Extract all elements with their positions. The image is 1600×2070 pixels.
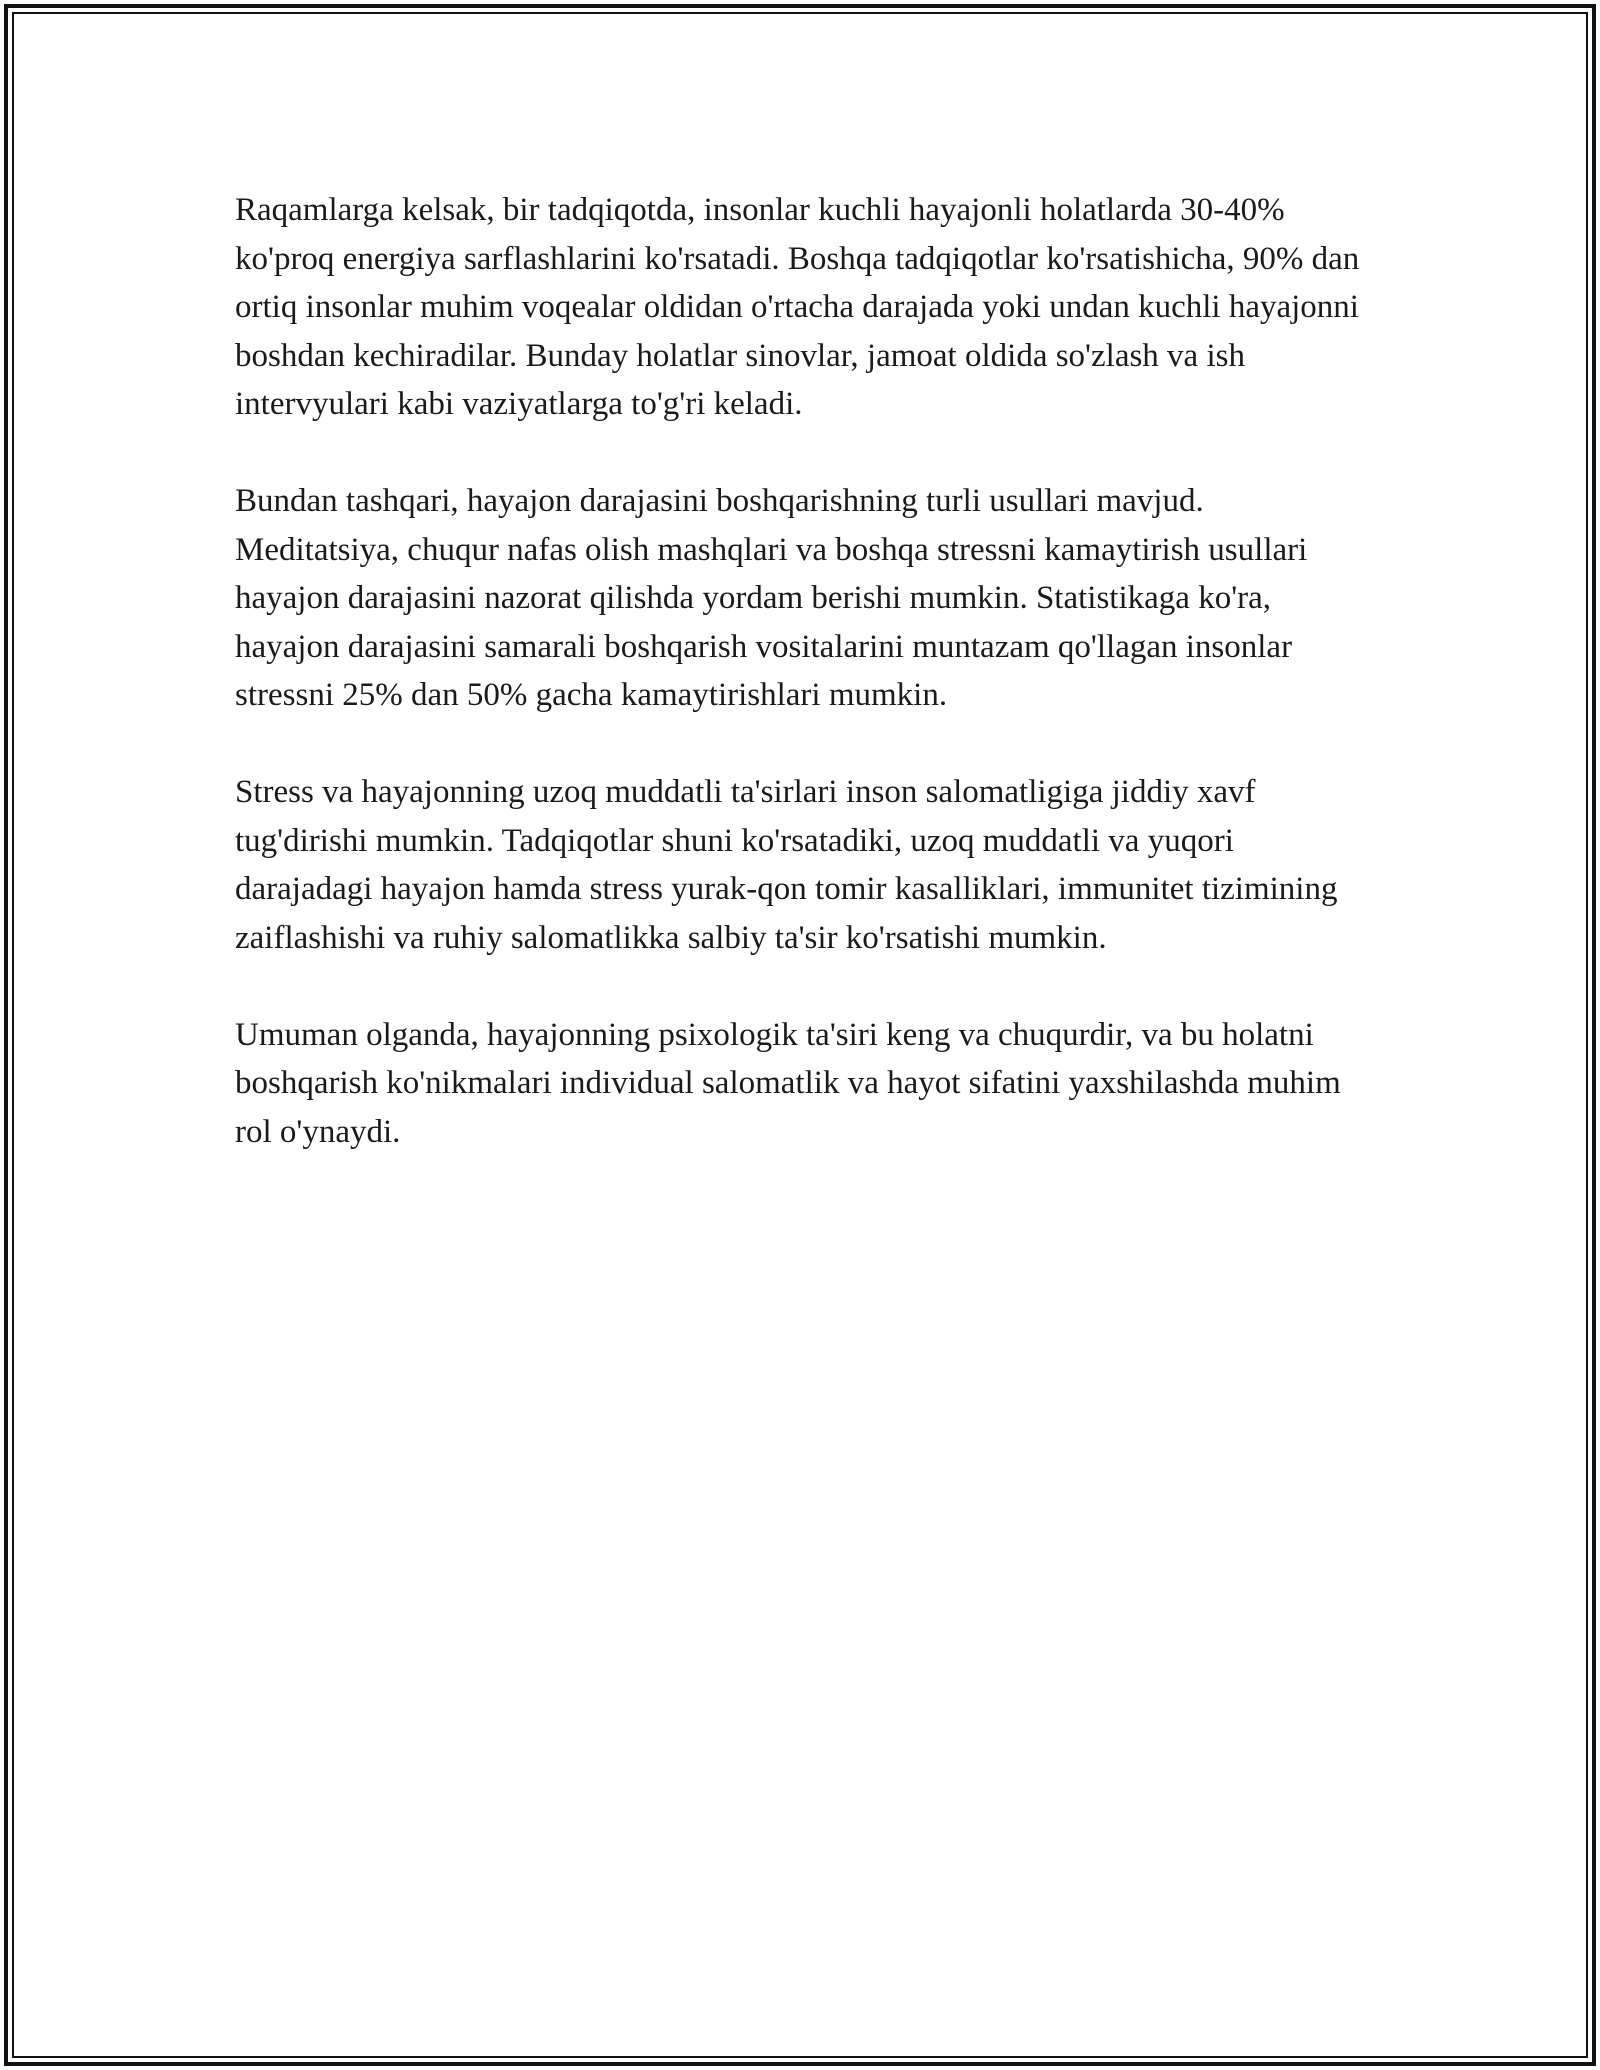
paragraph-2: Bundan tashqari, hayajon darajasini boshqarishning turli usullari mavjud. Meditatsiya, chuqur nafas olish mashqlari va boshqa stressni kamaytirish usullari hayajon darajasini nazorat qilishda yordam berishi mumkin. Statistikaga ko'ra, hayajon darajasini samarali boshqarish vositalarini muntazam qo'llagan insonlar stressni 25% dan 50% gacha kamaytirishlari mumkin. <box>235 483 1308 713</box>
document-body <box>235 186 1365 1205</box>
paragraph-1: Raqamlarga kelsak, bir tadqiqotda, insonlar kuchli hayajonli holatlarda 30-40% ko'proq energiya sarflashlarini ko'rsatadi. Boshqa tadqiqotlar ko'rsatishicha, 90% dan ortiq insonlar muhim voqealar oldidan o'rtacha darajada yoki undan kuchli hayajonni boshdan kechiradilar. Bunday holatlar sinovlar, jamoat oldida so'zlash va ish intervyulari kabi vaziyatlarga to'g'ri keladi. <box>235 192 1360 422</box>
paragraph-4: Umuman olganda, hayajonning psixologik ta'siri keng va chuqurdir, va bu holatni boshqarish ko'nikmalari individual salomatlik va hayot sifatini yaxshilashda muhim rol o'ynaydi. <box>235 1016 1341 1150</box>
paragraph-3: Stress va hayajonning uzoq muddatli ta'sirlari inson salomatligiga jiddiy xavf tug'dirishi mumkin. Tadqiqotlar shuni ko'rsatadiki, uzoq muddatli va yuqori darajadagi hayajon hamda stress yurak-qon tomir kasalliklari, immunitet tizimining zaiflashishi va ruhiy salomatlikka salbiy ta'sir ko'rsatishi mumkin. <box>235 774 1338 956</box>
